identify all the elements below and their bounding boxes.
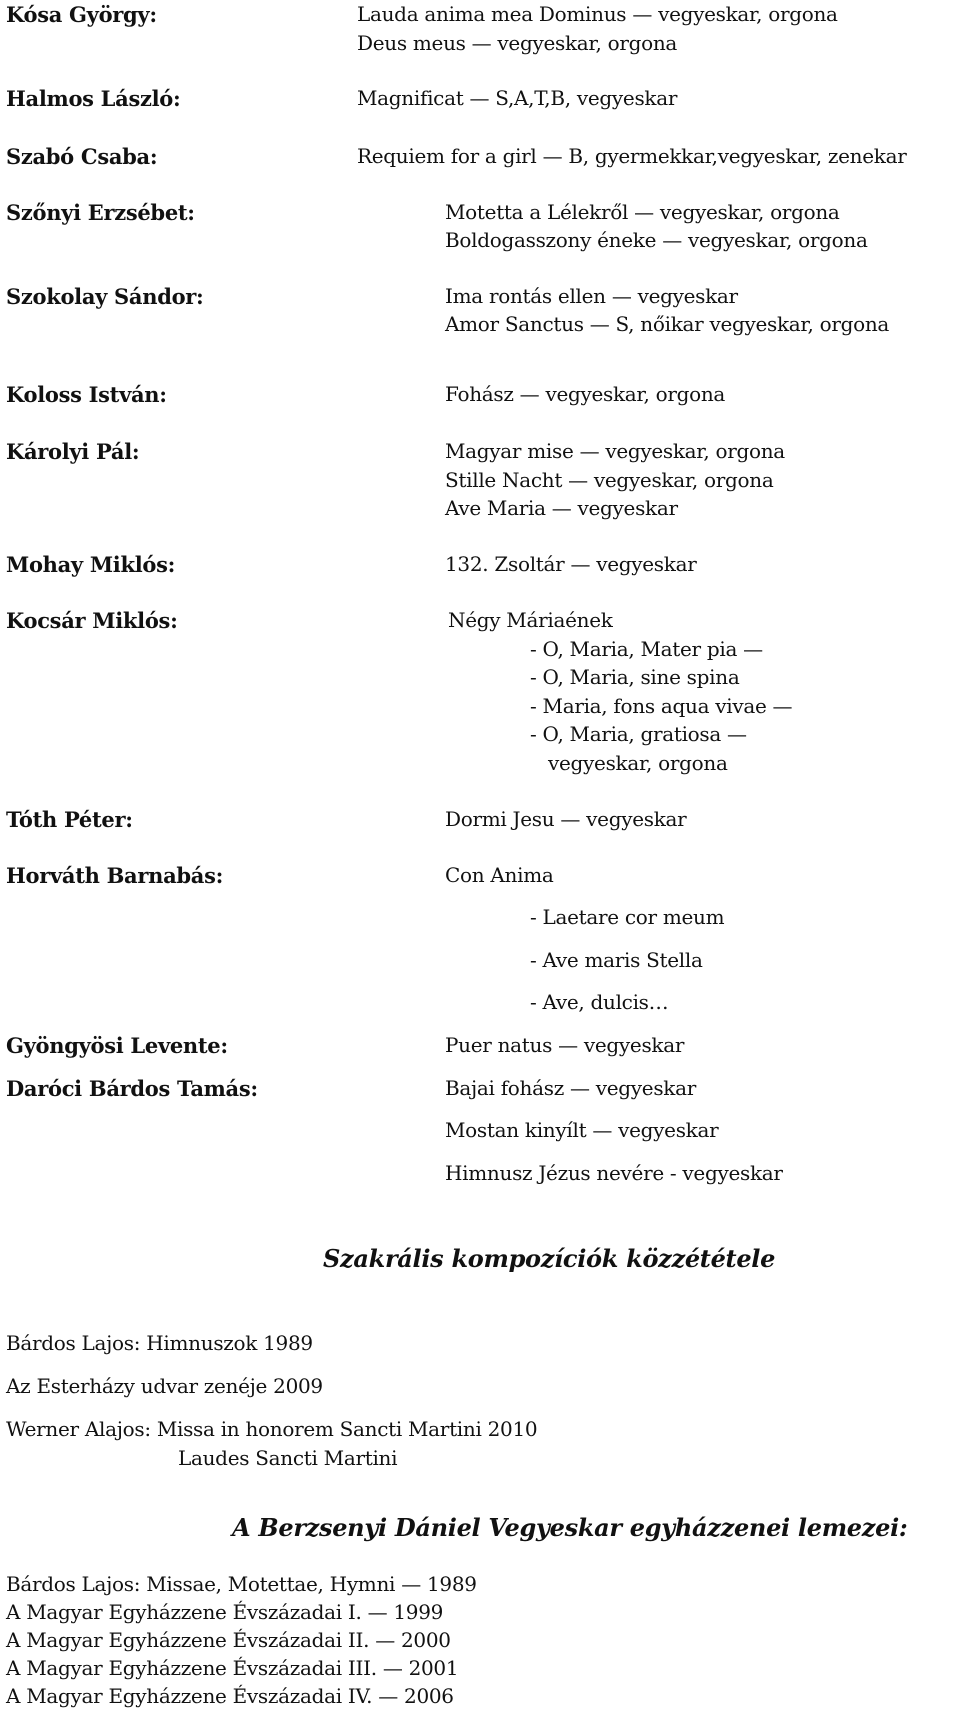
composer-name: Károlyi Pál: [6,439,140,464]
work-line: Motetta a Lélekről — vegyeskar, orgona [445,200,840,224]
record-line: A Magyar Egyházzene Évszázadai I. — 1999 [6,1600,444,1624]
work-line: - Ave, dulcis… [530,990,669,1014]
composer-name: Halmos László: [6,86,181,111]
composer-name: Szőnyi Erzsébet: [6,200,195,225]
publication-line: Laudes Sancti Martini [178,1446,398,1470]
section-heading-records: A Berzsenyi Dániel Vegyeskar egyházzenei lemezei: [232,1513,908,1542]
work-line: Stille Nacht — vegyeskar, orgona [445,468,774,492]
work-line: Ave Maria — vegyeskar [445,496,678,520]
composer-name: Horváth Barnabás: [6,863,224,888]
work-line: Fohász — vegyeskar, orgona [445,382,726,406]
composer-name: Kocsár Miklós: [6,608,178,633]
work-line: - Maria, fons aqua vivae — [530,694,793,718]
work-line: Dormi Jesu — vegyeskar [445,807,687,831]
work-line: 132. Zsoltár — vegyeskar [445,552,697,576]
section-heading-publications: Szakrális kompozíciók közzététele [323,1244,776,1273]
record-line: A Magyar Egyházzene Évszázadai III. — 2001 [6,1656,459,1680]
work-line: - O, Maria, gratiosa — [530,722,747,746]
composer-name: Mohay Miklós: [6,552,176,577]
publication-line: Az Esterházy udvar zenéje 2009 [6,1374,323,1398]
work-line: Requiem for a girl — B, gyermekkar,vegyeskar, zenekar [357,144,907,168]
work-line: - Laetare cor meum [530,905,725,929]
work-line: - Ave maris Stella [530,948,703,972]
work-line: vegyeskar, orgona [548,751,728,775]
work-line: Négy Máriaének [448,608,613,632]
work-line: Ima rontás ellen — vegyeskar [445,284,738,308]
composer-name: Daróci Bárdos Tamás: [6,1076,258,1101]
composer-name: Szabó Csaba: [6,144,158,169]
composer-name: Kósa György: [6,2,157,27]
publication-line: Werner Alajos: Missa in honorem Sancti Martini 2010 [6,1417,538,1441]
work-line: Puer natus — vegyeskar [445,1033,685,1057]
work-line: Deus meus — vegyeskar, orgona [357,31,678,55]
record-line: A Magyar Egyházzene Évszázadai IV. — 2006 [6,1684,454,1708]
composer-name: Koloss István: [6,382,167,407]
composer-name: Szokolay Sándor: [6,284,204,309]
record-line: Bárdos Lajos: Missae, Motettae, Hymni — 1989 [6,1572,477,1596]
work-line: Magnificat — S,A,T,B, vegyeskar [357,86,678,110]
work-line: Lauda anima mea Dominus — vegyeskar, orgona [357,2,838,26]
work-line: Amor Sanctus — S, nőikar vegyeskar, orgona [445,312,890,336]
composer-name: Gyöngyösi Levente: [6,1033,228,1058]
work-line: Magyar mise — vegyeskar, orgona [445,439,785,463]
work-line: - O, Maria, Mater pia — [530,637,763,661]
work-line: Mostan kinyílt — vegyeskar [445,1118,719,1142]
composer-name: Tóth Péter: [6,807,133,832]
work-line: - O, Maria, sine spina [530,665,740,689]
publication-line: Bárdos Lajos: Himnuszok 1989 [6,1331,313,1355]
work-line: Con Anima [445,863,554,887]
work-line: Boldogasszony éneke — vegyeskar, orgona [445,228,868,252]
record-line: A Magyar Egyházzene Évszázadai II. — 2000 [6,1628,451,1652]
work-line: Himnusz Jézus nevére - vegyeskar [445,1161,783,1185]
work-line: Bajai fohász — vegyeskar [445,1076,697,1100]
